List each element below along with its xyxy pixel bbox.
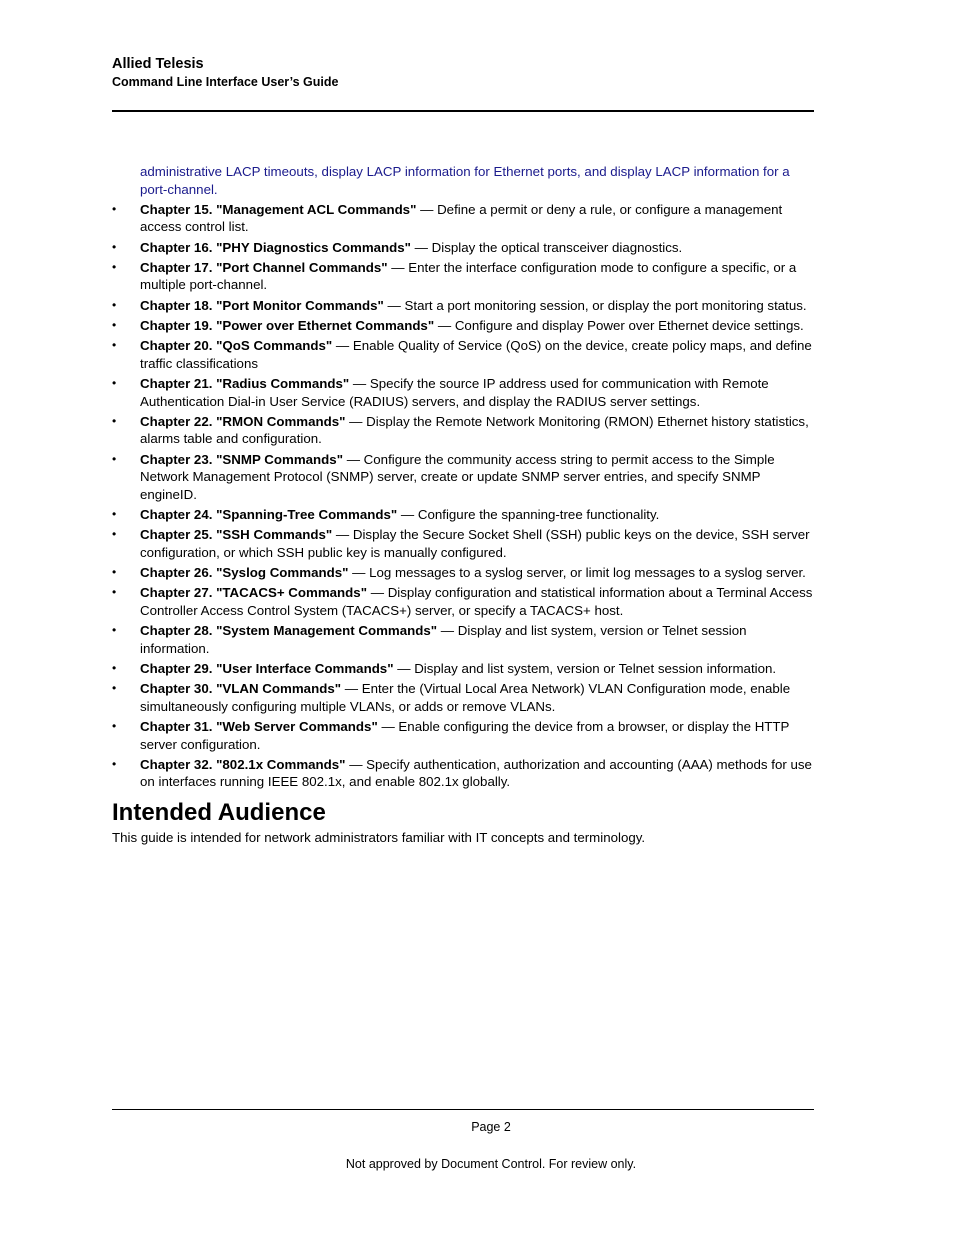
page-header [112,55,814,90]
continued-text-link[interactable]: administrative LACP timeouts, display LACP information for Ethernet ports, and display LACP information for a port-channel. [140,164,790,197]
bullet-icon: • [112,376,117,391]
bullet-icon: • [112,660,117,675]
bullet-icon: • [112,681,117,696]
chapter-list-item [112,337,814,372]
chapter-list [112,201,814,791]
chapter-description: — Display the optical transceiver diagnostics. [410,239,683,255]
chapter-description: — Enable configuring the device from a browser, or display the HTTP server configuration. [140,719,790,752]
chapter-list-item [112,564,814,582]
bullet-icon: • [112,565,117,580]
bullet-icon: • [112,623,117,638]
chapter-title: Chapter 15. "Management ACL Commands" [140,201,417,217]
chapter-description: — Configure and display Power over Ethernet device settings. [434,317,804,333]
chapter-title: Chapter 24. "Spanning-Tree Commands" [140,506,398,522]
chapter-title: Chapter 17. "Port Channel Commands" [140,259,388,275]
section-heading: Intended Audience [112,798,326,826]
chapter-list-item [112,526,814,561]
review-notice: Not approved by Document Control. For review only. [345,1157,637,1171]
chapter-description: — Configure the spanning-tree functionality. [397,506,660,522]
chapter-description: — Log messages to a syslog server, or limit log messages to a syslog server. [348,565,806,581]
bullet-icon: • [112,506,117,521]
chapter-description: — Display the Secure Socket Shell (SSH) public keys on the device, SSH server configuration, or which SSH public key is manually configured. [140,527,810,560]
chapter-title: Chapter 29. "User Interface Commands" [140,660,394,676]
chapter-description: — Display and list system, version or Telnet session information. [140,623,747,656]
chapter-title: Chapter 31. "Web Server Commands" [140,719,378,735]
chapter-title: Chapter 20. "QoS Commands" [140,338,333,354]
bullet-icon: • [112,239,117,254]
bullet-icon: • [112,317,117,332]
guide-title: Command Line Interface User’s Guide [112,75,339,89]
chapter-title: Chapter 22. "RMON Commands" [140,413,346,429]
bullet-icon: • [112,451,117,466]
bullet-icon: • [112,297,117,312]
chapter-list-item [112,756,814,791]
chapter-list-item [112,239,814,257]
chapter-list-item [112,660,814,678]
chapter-list-item [112,718,814,753]
chapter-title: Chapter 16. "PHY Diagnostics Commands" [140,239,411,255]
chapter-description: — Display and list system, version or Telnet session information. [393,660,777,676]
chapter-description: — Specify the source IP address used for communication with Remote Authentication Dial-in User Service (RADIUS) servers, and display the RADIUS server settings. [140,376,769,409]
bullet-icon: • [112,413,117,428]
chapter-title: Chapter 32. "802.1x Commands" [140,756,346,772]
bullet-icon: • [112,719,117,734]
chapter-list-item [112,375,814,410]
chapter-list-item [112,259,814,294]
chapter-description: — Display configuration and statistical information about a Terminal Access Controller Access Control System (TACACS+) server, or specify a TACACS+ host. [140,585,813,618]
bullet-icon: • [112,338,117,353]
chapter-description: — Define a permit or deny a rule, or configure a management access control list. [140,201,783,235]
bullet-icon: • [112,756,117,771]
company-name: Allied Telesis [112,56,204,72]
chapter-title: Chapter 27. "TACACS+ Commands" [140,585,368,601]
bullet-icon: • [112,585,117,600]
chapter-description: — Specify authentication, authorization and accounting (AAA) methods for use on interfaces running IEEE 802.1x, and enable 802.1x globally. [140,756,812,790]
chapter-description: — Enter the interface configuration mode to configure a specific, or a multiple port-channel. [140,259,797,293]
chapter-title: Chapter 21. "Radius Commands" [140,376,350,392]
bullet-icon: • [112,201,117,216]
chapter-title: Chapter 26. "Syslog Commands" [140,565,349,581]
chapter-title: Chapter 28. "System Management Commands" [140,623,438,639]
chapter-list-item [112,317,814,335]
chapter-list-item [112,622,814,657]
chapter-description: — Start a port monitoring session, or display the port monitoring status. [383,297,807,313]
chapter-description: — Enter the (Virtual Local Area Network) VLAN Configuration mode, enable simultaneously configuring multiple VLANs, or adds or remove VLANs. [140,681,791,714]
chapter-list-item [112,451,814,504]
bullet-icon: • [112,259,117,274]
chapter-list-item [112,297,814,315]
chapter-list-item [112,506,814,524]
footer-rule [112,1109,814,1110]
chapter-title: Chapter 18. "Port Monitor Commands" [140,297,384,313]
chapter-description: — Configure the community access string to permit access to the Simple Network Management Protocol (SNMP) server, create or update SNMP server entries, and specify SNMP engineID. [140,451,775,502]
chapter-description: — Enable Quality of Service (QoS) on the device, create policy maps, and define traffic classifications [140,338,812,371]
chapter-list-item [112,413,814,448]
page-number: Page 2 [471,1120,511,1134]
chapter-title: Chapter 19. "Power over Ethernet Commands" [140,317,435,333]
chapter-list-item [112,201,814,236]
chapter-title: Chapter 23. "SNMP Commands" [140,451,343,467]
chapter-list-item [112,680,814,715]
section-body: This guide is intended for network administrators familiar with IT concepts and terminology. [112,829,646,845]
bullet-icon: • [112,527,117,542]
main-content [112,163,814,846]
chapter-title: Chapter 25. "SSH Commands" [140,527,333,543]
header-rule [112,110,814,112]
chapter-list-item [112,584,814,619]
chapter-title: Chapter 30. "VLAN Commands" [140,681,342,697]
chapter-description: — Display the Remote Network Monitoring (RMON) Ethernet history statistics, alarms table and configuration. [140,413,809,447]
